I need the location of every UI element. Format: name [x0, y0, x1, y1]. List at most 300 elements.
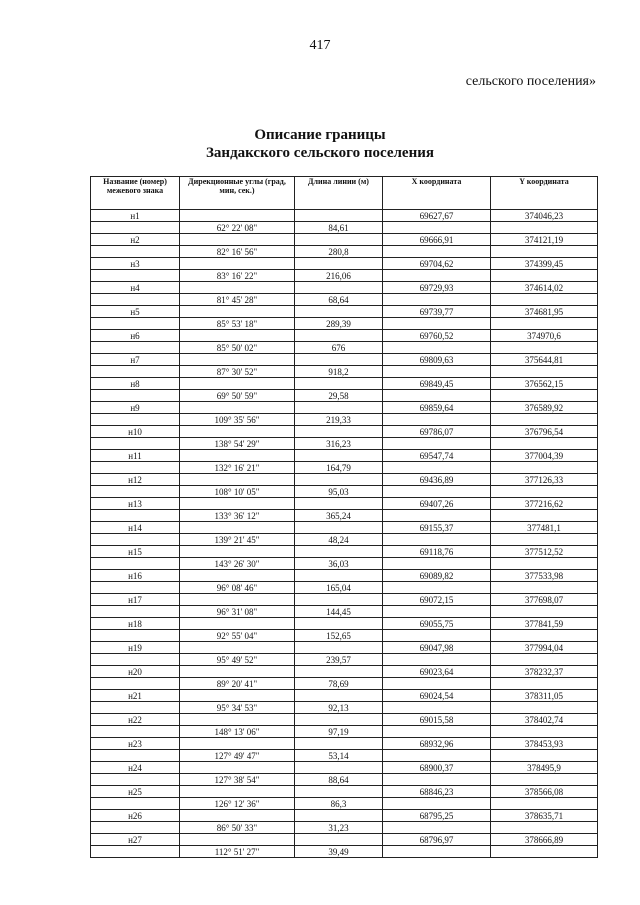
direction-angle: 81° 45' 28" — [180, 294, 295, 306]
direction-angle: 109° 35' 56" — [180, 414, 295, 426]
empty-cell — [180, 522, 295, 534]
x-coordinate: 68932,96 — [383, 738, 491, 750]
direction-angle: 132° 16' 21" — [180, 462, 295, 474]
empty-cell — [383, 486, 491, 498]
x-coordinate: 69786,07 — [383, 426, 491, 438]
table-row-segment — [91, 558, 598, 570]
line-length: 165,04 — [295, 582, 383, 594]
table-row-segment — [91, 630, 598, 642]
point-name: н15 — [91, 546, 180, 558]
table-row-point — [91, 714, 598, 726]
y-coordinate: 374614,02 — [491, 282, 598, 294]
page-number: 417 — [309, 38, 331, 53]
direction-angle: 87° 30' 52" — [180, 366, 295, 378]
empty-cell — [491, 798, 598, 810]
direction-angle: 69° 50' 59" — [180, 390, 295, 402]
x-coordinate: 69089,82 — [383, 570, 491, 582]
empty-cell — [383, 342, 491, 354]
empty-cell — [295, 666, 383, 678]
header-x-coordinate: X координата — [383, 177, 491, 210]
empty-cell — [180, 450, 295, 462]
y-coordinate: 374681,95 — [491, 306, 598, 318]
empty-cell — [91, 414, 180, 426]
empty-cell — [383, 822, 491, 834]
x-coordinate: 69055,75 — [383, 618, 491, 630]
direction-angle: 95° 49' 52" — [180, 654, 295, 666]
empty-cell — [491, 726, 598, 738]
x-coordinate: 69849,45 — [383, 378, 491, 390]
point-name: н24 — [91, 762, 180, 774]
y-coordinate: 374399,45 — [491, 258, 598, 270]
empty-cell — [91, 438, 180, 450]
table-row-point — [91, 570, 598, 582]
table-row-point — [91, 450, 598, 462]
line-length: 216,06 — [295, 270, 383, 282]
y-coordinate: 377481,1 — [491, 522, 598, 534]
line-length: 68,64 — [295, 294, 383, 306]
empty-cell — [491, 510, 598, 522]
empty-cell — [383, 318, 491, 330]
empty-cell — [383, 246, 491, 258]
x-coordinate: 68846,23 — [383, 786, 491, 798]
empty-cell — [180, 378, 295, 390]
empty-cell — [383, 678, 491, 690]
empty-cell — [295, 378, 383, 390]
line-length: 239,57 — [295, 654, 383, 666]
direction-angle: 138° 54' 29" — [180, 438, 295, 450]
empty-cell — [295, 522, 383, 534]
empty-cell — [491, 606, 598, 618]
empty-cell — [180, 570, 295, 582]
empty-cell — [295, 642, 383, 654]
empty-cell — [383, 726, 491, 738]
empty-cell — [295, 546, 383, 558]
empty-cell — [180, 402, 295, 414]
x-coordinate: 69023,64 — [383, 666, 491, 678]
y-coordinate: 378566,08 — [491, 786, 598, 798]
empty-cell — [383, 846, 491, 858]
empty-cell — [91, 846, 180, 858]
empty-cell — [91, 774, 180, 786]
y-coordinate: 375644,81 — [491, 354, 598, 366]
direction-angle: 108° 10' 05" — [180, 486, 295, 498]
empty-cell — [91, 750, 180, 762]
table-row-segment — [91, 702, 598, 714]
direction-angle: 82° 16' 56" — [180, 246, 295, 258]
direction-angle: 95° 34' 53" — [180, 702, 295, 714]
x-coordinate: 69547,74 — [383, 450, 491, 462]
empty-cell — [180, 258, 295, 270]
empty-cell — [180, 210, 295, 222]
x-coordinate: 68795,25 — [383, 810, 491, 822]
empty-cell — [91, 462, 180, 474]
direction-angle: 143° 26' 30" — [180, 558, 295, 570]
direction-angle: 89° 20' 41" — [180, 678, 295, 690]
point-name: н22 — [91, 714, 180, 726]
empty-cell — [295, 282, 383, 294]
y-coordinate: 376562,15 — [491, 378, 598, 390]
empty-cell — [295, 234, 383, 246]
point-name: н1 — [91, 210, 180, 222]
empty-cell — [180, 738, 295, 750]
empty-cell — [295, 402, 383, 414]
point-name: н8 — [91, 378, 180, 390]
table-body — [91, 210, 598, 858]
empty-cell — [91, 702, 180, 714]
y-coordinate: 378232,37 — [491, 666, 598, 678]
empty-cell — [491, 750, 598, 762]
empty-cell — [295, 738, 383, 750]
empty-cell — [180, 690, 295, 702]
empty-cell — [91, 342, 180, 354]
x-coordinate: 69436,89 — [383, 474, 491, 486]
empty-cell — [383, 582, 491, 594]
direction-angle: 85° 53' 18" — [180, 318, 295, 330]
line-length: 84,61 — [295, 222, 383, 234]
direction-angle: 112° 51' 27" — [180, 846, 295, 858]
table-row-segment — [91, 318, 598, 330]
title-line-2: Зандакского сельского поселения — [206, 145, 434, 161]
empty-cell — [91, 366, 180, 378]
empty-cell — [383, 558, 491, 570]
point-name: н12 — [91, 474, 180, 486]
empty-cell — [383, 654, 491, 666]
table-row-segment — [91, 510, 598, 522]
table-row-point — [91, 330, 598, 342]
table-row-point — [91, 666, 598, 678]
y-coordinate: 378453,93 — [491, 738, 598, 750]
point-name: н14 — [91, 522, 180, 534]
table-row-point — [91, 594, 598, 606]
empty-cell — [180, 306, 295, 318]
x-coordinate: 69627,67 — [383, 210, 491, 222]
empty-cell — [295, 618, 383, 630]
direction-angle: 96° 08' 46" — [180, 582, 295, 594]
empty-cell — [91, 558, 180, 570]
y-coordinate: 377841,59 — [491, 618, 598, 630]
table-row-point — [91, 690, 598, 702]
table-row-segment — [91, 462, 598, 474]
empty-cell — [180, 666, 295, 678]
table-row-segment — [91, 846, 598, 858]
point-name: н27 — [91, 834, 180, 846]
empty-cell — [91, 822, 180, 834]
empty-cell — [295, 498, 383, 510]
empty-cell — [491, 270, 598, 282]
line-length: 365,24 — [295, 510, 383, 522]
y-coordinate: 376796,54 — [491, 426, 598, 438]
line-length: 53,14 — [295, 750, 383, 762]
empty-cell — [91, 534, 180, 546]
line-length: 316,23 — [295, 438, 383, 450]
point-name: н20 — [91, 666, 180, 678]
table-row-point — [91, 402, 598, 414]
empty-cell — [295, 306, 383, 318]
x-coordinate: 68796,97 — [383, 834, 491, 846]
empty-cell — [180, 762, 295, 774]
table-row-segment — [91, 366, 598, 378]
table-row-point — [91, 738, 598, 750]
table-row-segment — [91, 222, 598, 234]
table-row-point — [91, 522, 598, 534]
line-length: 97,19 — [295, 726, 383, 738]
empty-cell — [491, 414, 598, 426]
empty-cell — [295, 426, 383, 438]
point-name: н4 — [91, 282, 180, 294]
empty-cell — [295, 690, 383, 702]
y-coordinate: 377533,98 — [491, 570, 598, 582]
empty-cell — [491, 654, 598, 666]
empty-cell — [91, 606, 180, 618]
x-coordinate: 69666,91 — [383, 234, 491, 246]
point-name: н21 — [91, 690, 180, 702]
empty-cell — [383, 630, 491, 642]
x-coordinate: 69407,26 — [383, 498, 491, 510]
x-coordinate: 69024,54 — [383, 690, 491, 702]
y-coordinate: 377126,33 — [491, 474, 598, 486]
line-length: 95,03 — [295, 486, 383, 498]
table-row-point — [91, 498, 598, 510]
y-coordinate: 374970,6 — [491, 330, 598, 342]
empty-cell — [491, 582, 598, 594]
point-name: н18 — [91, 618, 180, 630]
table-row-segment — [91, 438, 598, 450]
empty-cell — [91, 390, 180, 402]
x-coordinate: 68900,37 — [383, 762, 491, 774]
empty-cell — [491, 390, 598, 402]
table-row-point — [91, 834, 598, 846]
point-name: н16 — [91, 570, 180, 582]
line-length: 29,58 — [295, 390, 383, 402]
header-line-length: Длина линии (м) — [295, 177, 383, 210]
empty-cell — [491, 462, 598, 474]
empty-cell — [491, 558, 598, 570]
table-row-point — [91, 354, 598, 366]
empty-cell — [180, 330, 295, 342]
y-coordinate: 377994,04 — [491, 642, 598, 654]
line-length: 144,45 — [295, 606, 383, 618]
y-coordinate: 374121,19 — [491, 234, 598, 246]
table-row-segment — [91, 294, 598, 306]
direction-angle: 92° 55' 04" — [180, 630, 295, 642]
empty-cell — [383, 510, 491, 522]
y-coordinate: 378635,71 — [491, 810, 598, 822]
x-coordinate: 69729,93 — [383, 282, 491, 294]
empty-cell — [383, 390, 491, 402]
table-row-segment — [91, 774, 598, 786]
header-direction-angle: Дирекционные углы (град, мин, сек.) — [180, 177, 295, 210]
table-row-point — [91, 810, 598, 822]
table-row-segment — [91, 246, 598, 258]
point-name: н7 — [91, 354, 180, 366]
point-name: н19 — [91, 642, 180, 654]
empty-cell — [383, 774, 491, 786]
empty-cell — [383, 462, 491, 474]
x-coordinate: 69047,98 — [383, 642, 491, 654]
point-name: н25 — [91, 786, 180, 798]
empty-cell — [491, 702, 598, 714]
empty-cell — [491, 846, 598, 858]
table-row-segment — [91, 798, 598, 810]
empty-cell — [180, 618, 295, 630]
direction-angle: 127° 38' 54" — [180, 774, 295, 786]
header-point-name: Название (номер) межевого знака — [91, 177, 180, 210]
empty-cell — [491, 678, 598, 690]
empty-cell — [383, 294, 491, 306]
empty-cell — [491, 366, 598, 378]
empty-cell — [295, 762, 383, 774]
empty-cell — [295, 258, 383, 270]
direction-angle: 126° 12' 36" — [180, 798, 295, 810]
point-name: н10 — [91, 426, 180, 438]
table-header-row — [91, 177, 598, 210]
y-coordinate: 378402,74 — [491, 714, 598, 726]
empty-cell — [383, 270, 491, 282]
table-row-point — [91, 762, 598, 774]
empty-cell — [491, 342, 598, 354]
empty-cell — [491, 222, 598, 234]
line-length: 39,49 — [295, 846, 383, 858]
table-row-point — [91, 210, 598, 222]
empty-cell — [91, 486, 180, 498]
empty-cell — [180, 642, 295, 654]
empty-cell — [180, 474, 295, 486]
empty-cell — [295, 834, 383, 846]
point-name: н26 — [91, 810, 180, 822]
empty-cell — [295, 210, 383, 222]
empty-cell — [91, 798, 180, 810]
x-coordinate: 69155,37 — [383, 522, 491, 534]
point-name: н17 — [91, 594, 180, 606]
empty-cell — [180, 282, 295, 294]
document-title — [0, 126, 640, 162]
line-length: 219,33 — [295, 414, 383, 426]
table-row-point — [91, 306, 598, 318]
empty-cell — [91, 510, 180, 522]
direction-angle: 86° 50' 33" — [180, 822, 295, 834]
empty-cell — [491, 438, 598, 450]
empty-cell — [295, 330, 383, 342]
direction-angle: 96° 31' 08" — [180, 606, 295, 618]
line-length: 48,24 — [295, 534, 383, 546]
empty-cell — [383, 366, 491, 378]
line-length: 92,13 — [295, 702, 383, 714]
table-row-segment — [91, 654, 598, 666]
empty-cell — [295, 354, 383, 366]
empty-cell — [180, 354, 295, 366]
x-coordinate: 69118,76 — [383, 546, 491, 558]
direction-angle: 139° 21' 45" — [180, 534, 295, 546]
empty-cell — [180, 498, 295, 510]
line-length: 918,2 — [295, 366, 383, 378]
table-row-point — [91, 642, 598, 654]
empty-cell — [91, 294, 180, 306]
empty-cell — [491, 486, 598, 498]
direction-angle: 148° 13' 06" — [180, 726, 295, 738]
empty-cell — [180, 594, 295, 606]
empty-cell — [383, 606, 491, 618]
empty-cell — [383, 438, 491, 450]
y-coordinate: 377216,62 — [491, 498, 598, 510]
table-row-point — [91, 282, 598, 294]
empty-cell — [295, 594, 383, 606]
x-coordinate: 69015,58 — [383, 714, 491, 726]
direction-angle: 83° 16' 22" — [180, 270, 295, 282]
empty-cell — [180, 426, 295, 438]
table-row-segment — [91, 822, 598, 834]
empty-cell — [180, 714, 295, 726]
empty-cell — [91, 246, 180, 258]
empty-cell — [91, 654, 180, 666]
point-name: н23 — [91, 738, 180, 750]
point-name: н11 — [91, 450, 180, 462]
empty-cell — [383, 750, 491, 762]
table-row-point — [91, 474, 598, 486]
point-name: н6 — [91, 330, 180, 342]
empty-cell — [383, 798, 491, 810]
empty-cell — [491, 774, 598, 786]
table-row-segment — [91, 726, 598, 738]
empty-cell — [383, 534, 491, 546]
line-length: 88,64 — [295, 774, 383, 786]
header-continuation: сельского поселения» — [465, 74, 596, 89]
x-coordinate: 69704,62 — [383, 258, 491, 270]
direction-angle: 133° 36' 12" — [180, 510, 295, 522]
empty-cell — [91, 222, 180, 234]
empty-cell — [491, 246, 598, 258]
table-row-segment — [91, 390, 598, 402]
empty-cell — [91, 318, 180, 330]
table-row-point — [91, 546, 598, 558]
y-coordinate: 376589,92 — [491, 402, 598, 414]
table-row-segment — [91, 486, 598, 498]
y-coordinate: 377004,39 — [491, 450, 598, 462]
y-coordinate: 374046,23 — [491, 210, 598, 222]
header-y-coordinate: Y координата — [491, 177, 598, 210]
table-row-segment — [91, 342, 598, 354]
direction-angle: 85° 50' 02" — [180, 342, 295, 354]
table-row-segment — [91, 750, 598, 762]
empty-cell — [91, 630, 180, 642]
title-line-1: Описание границы — [254, 127, 386, 143]
empty-cell — [491, 294, 598, 306]
x-coordinate: 69739,77 — [383, 306, 491, 318]
table-row-segment — [91, 414, 598, 426]
y-coordinate: 378495,9 — [491, 762, 598, 774]
empty-cell — [180, 546, 295, 558]
x-coordinate: 69859,64 — [383, 402, 491, 414]
point-name: н3 — [91, 258, 180, 270]
point-name: н5 — [91, 306, 180, 318]
empty-cell — [91, 582, 180, 594]
line-length: 289,39 — [295, 318, 383, 330]
point-name: н2 — [91, 234, 180, 246]
table-row-point — [91, 258, 598, 270]
empty-cell — [295, 570, 383, 582]
empty-cell — [383, 414, 491, 426]
y-coordinate: 377512,52 — [491, 546, 598, 558]
empty-cell — [491, 534, 598, 546]
empty-cell — [91, 678, 180, 690]
table-row-point — [91, 426, 598, 438]
line-length: 36,03 — [295, 558, 383, 570]
empty-cell — [180, 834, 295, 846]
table-row-segment — [91, 270, 598, 282]
empty-cell — [491, 822, 598, 834]
point-name: н13 — [91, 498, 180, 510]
empty-cell — [383, 702, 491, 714]
empty-cell — [180, 810, 295, 822]
